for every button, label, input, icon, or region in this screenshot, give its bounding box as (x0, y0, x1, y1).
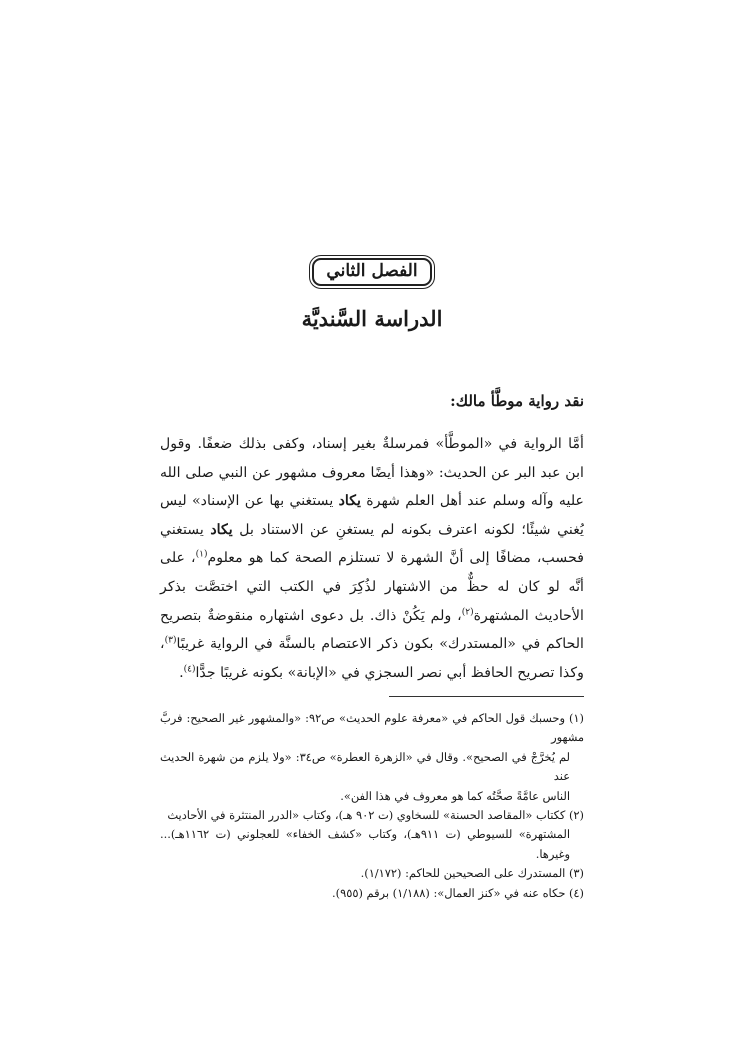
footnote (160, 709, 584, 806)
footnote (160, 884, 584, 903)
subheading: نقد رواية موطَّأ مالك: (450, 392, 584, 410)
paragraph-text: يستغني بها عن الإسناد» ليس يُغني شيئًا؛ لكونه اعترف بكونه لم يستغنِ عن الاستناد بل (160, 493, 584, 538)
footnote-ref[interactable]: (٤) (183, 664, 196, 675)
footnote-line: (٤) حكاه عنه في «كنز العمال»: (١/١٨٨) برقم (٩٥٥). (332, 885, 584, 900)
section-title: الدراسة السَّنديَّة (301, 306, 443, 331)
footnote-line: (٣) المستدرك على الصحيحين للحاكم: (١/١٧٢). (360, 866, 584, 881)
footnote-ref[interactable]: (١) (195, 549, 208, 560)
footnote (160, 864, 584, 883)
paragraph-text: أمَّا الرواية في «الموطَّأ» فمرسلةٌ بغير إسناد، وكفى بذلك ضعفًا. وقول ابن عبد البر عن الحديث: «وهذا أيضًا معروف مشهور عن النبي صلى الله عليه وآله وسلم عند أهل العلم شهرة (160, 436, 584, 510)
footnote (160, 806, 584, 864)
body-paragraph (160, 430, 584, 687)
bold-word: يكاد (338, 493, 362, 510)
paragraph-text: ، ولم يَكُنْ ذاك. بل دعوى اشتهاره منقوضةٌ بتصريح الحاكم في «المستدرك» بكون ذكر الاعتصام بالسنَّة في الرواية غريبًا (160, 607, 584, 653)
chapter-heading (0, 258, 744, 286)
bold-word: يكاد (210, 521, 233, 538)
paragraph-text: ، على أنَّه لو كان له حظٌّ من الاشتهار لذُكِرَ في الكتب التي اختصَّت بذكر الأحاديث المشتهرة (160, 550, 584, 624)
footnotes (160, 709, 584, 903)
footnote-line: (٢) ككتاب «المقاصد الحسنة» للسخاوي (ت ٩٠٢ هـ)، وكتاب «الدرر المنتثرة في الأحاديث (167, 808, 584, 823)
footnote-separator (389, 696, 584, 697)
footnote-line: لم يُخرَّجْ في الصحيح». وقال في «الزهرة العطرة» ص٣٤: «ولا يلزم من شهرة الحديث عند (160, 749, 570, 784)
footnote-line: المشتهرة» للسيوطي (ت ٩١١هـ)، وكتاب «كشف الخفاء» للعجلوني (ت ١١٦٢هـ)... وغيرها. (160, 827, 571, 861)
footnote-ref[interactable]: (٢) (461, 606, 474, 617)
footnote-line: (١) وحسبك قول الحاكم في «معرفة علوم الحديث» ص٩٢: «والمشهور غير الصحيح: فربَّ مشهور (160, 711, 584, 745)
paragraph-text: ، وكذا تصريح الحافظ أبي نصر السجزي في «الإبانة» بكونه غريبًا جدًّا (160, 636, 584, 681)
chapter-label: الفصل الثاني (312, 258, 431, 286)
footnote-ref[interactable]: (٣) (164, 635, 177, 646)
paragraph-text: . (179, 664, 184, 681)
footnote-line: الناس عامَّةً صحَّتُه كما هو معروف في هذا الفن». (340, 788, 570, 803)
paragraph-text: يستغني فحسب، مضافًا إلى أنَّ الشهرة لا تستلزم الصحة كما هو معلوم (160, 521, 585, 567)
